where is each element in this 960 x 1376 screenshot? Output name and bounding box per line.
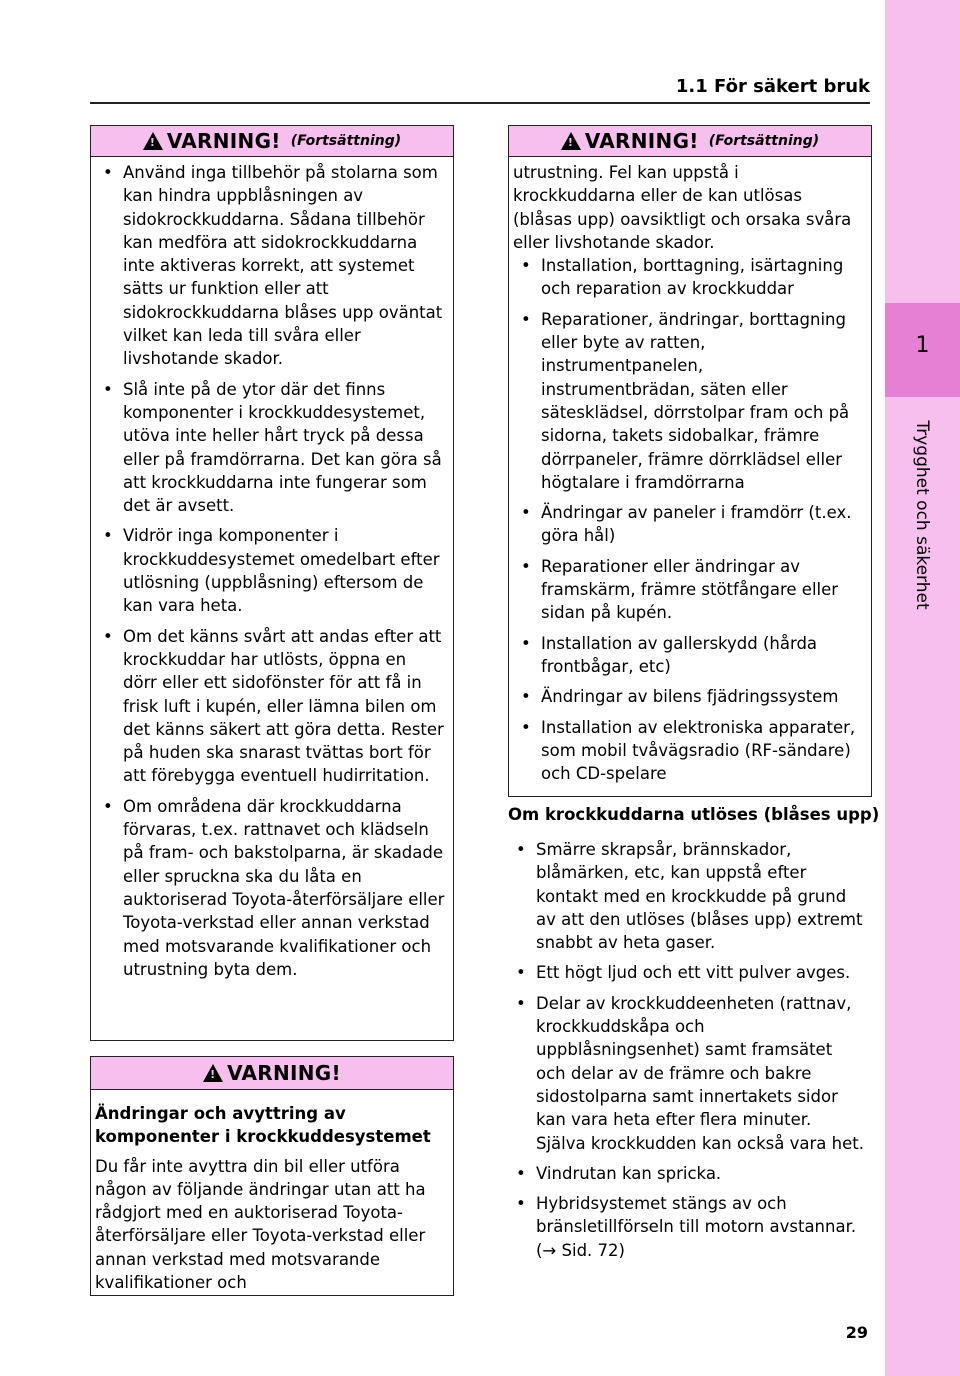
list-item: • Ändringar av bilens fjädringssystem bbox=[513, 685, 861, 708]
chapter-number-block bbox=[885, 303, 960, 397]
warning-triangle-icon bbox=[203, 1064, 223, 1082]
continued-label: (Fortsättning) bbox=[708, 133, 820, 149]
warning-paragraph: Du får inte avyttra din bil eller utföra någon av följande ändringar utan att ha rådgjort med en auktoriserad Toyota-återförsäljare eller Toyota-verkstad eller annan verkstad med motsvarande kvalifikationer och bbox=[95, 1156, 426, 1293]
list-item: • Vidrör inga komponenter i krockkuddesystemet omedelbart efter utlösning (uppblåsning) eftersom de kan vara heta. bbox=[95, 524, 445, 617]
warning-box-continued-left bbox=[90, 125, 454, 1041]
list-item: • Installation av gallerskydd (hårda frontbågar, etc) bbox=[513, 632, 861, 679]
deploy-section bbox=[508, 838, 866, 1269]
warning-word: VARNING! bbox=[227, 1061, 341, 1085]
warning-box-left bbox=[90, 1056, 454, 1296]
warning-subhead: Ändringar och avyttring av komponenter i krockkuddesystemet bbox=[95, 1104, 431, 1147]
list-item: • Slå inte på de ytor där det finns komponenter i krockkuddesystemet, utöva inte heller hårt tryck på dessa eller på framdörrarna. Det kan göra så att krockkuddarna inte fungerar som det är avsett. bbox=[95, 378, 445, 518]
list-item: • Om områdena där krockkuddarna förvaras, t.ex. rattnavet och klädseln på fram- och bakstolparna, är skadade eller spruckna ska du låta en auktoriserad Toyota-återförsäljare eller Toyota-verkstad eller annan verkstad med motsvarande kvalifikationer och utrustning byta dem. bbox=[95, 795, 445, 981]
list-item: • Smärre skrapsår, brännskador, blåmärken, etc, kan uppstå efter kontakt med en krockkudde på grund av att den utlöses (blåses upp) extremt snabbt av heta gaser. bbox=[508, 838, 866, 954]
warning-bullet-list bbox=[513, 254, 861, 785]
deploy-bullet-list bbox=[508, 838, 866, 1262]
chapter-title: Trygghet och säkerhet bbox=[912, 420, 932, 610]
section-heading: Om krockkuddarna utlöses (blåses upp) bbox=[508, 805, 880, 824]
warning-bullet-list bbox=[95, 161, 445, 981]
chapter-number: 1 bbox=[915, 333, 930, 358]
warning-header bbox=[91, 1057, 453, 1090]
list-item: • Delar av krockkuddeenheten (rattnav, krockkuddskåpa och uppblåsningsenhet) samt framsätet och delar av de främre och bakre sidostolparna samt innertakets sidor kan vara heta efter flera minuter. Själva krockkudden kan också vara het. bbox=[508, 992, 866, 1155]
warning-box-continued-right bbox=[508, 125, 872, 797]
list-item: • Vindrutan kan spricka. bbox=[508, 1162, 866, 1185]
warning-triangle-icon bbox=[143, 132, 163, 150]
list-item: • Om det känns svårt att andas efter att krockkuddar har utlösts, öppna en dörr eller ett sidofönster för att få in frisk luft i kupén, eller lämna bilen om det känns säkert att göra detta. Rester på huden ska snarast tvättas bort för att förebygga eventuell hudirritation. bbox=[95, 625, 445, 788]
warning-word: VARNING! bbox=[166, 129, 281, 153]
list-item: • Installation, borttagning, isärtagning och reparation av krockkuddar bbox=[513, 254, 861, 301]
list-item: • Ändringar av paneler i framdörr (t.ex. göra hål) bbox=[513, 501, 861, 548]
warning-triangle-icon bbox=[561, 132, 581, 150]
continued-label: (Fortsättning) bbox=[290, 133, 402, 149]
running-head: 1.1 För säkert bruk bbox=[675, 76, 870, 97]
list-item: • Reparationer, ändringar, borttagning eller byte av ratten, instrumentpanelen, instrumentbrädan, säten eller sätesklädsel, dörrstolpar fram och på sidorna, takets sidobalkar, främre dörrpaneler, främre dörrklädsel eller högtalare i framdörrarna bbox=[513, 308, 861, 494]
list-item: • Installation av elektroniska apparater, som mobil tvåvägsradio (RF-sändare) och CD-spelare bbox=[513, 716, 861, 786]
list-item: • Ett högt ljud och ett vitt pulver avges. bbox=[508, 961, 866, 984]
warning-word: VARNING! bbox=[584, 129, 699, 153]
warning-header bbox=[91, 126, 453, 157]
list-item: • Reparationer eller ändringar av framskärm, främre stötfångare eller sidan på kupén. bbox=[513, 555, 861, 625]
chapter-side-tab bbox=[885, 0, 960, 1376]
list-item: • Använd inga tillbehör på stolarna som kan hindra uppblåsningen av sidokrockkuddarna. Sådana tillbehör kan medföra att sidokrockkuddarna inte aktiveras korrekt, att systemet sätts ur funktion eller att sidokrockkuddarna blåses upp oväntat vilket kan leda till svåra eller livshotande skador. bbox=[95, 161, 445, 371]
header-rule bbox=[90, 102, 870, 104]
list-item: • Hybridsystemet stängs av och bränsletillförseln till motorn avstannar. (→ Sid. 72) bbox=[508, 1192, 866, 1262]
warning-header bbox=[509, 126, 871, 157]
page-number: 29 bbox=[845, 1323, 868, 1342]
warning-paragraph: utrustning. Fel kan uppstå i krockkuddarna eller de kan utlösas (blåsas upp) oavsiktligt och orsaka svåra eller livshotande skador. bbox=[513, 163, 852, 252]
